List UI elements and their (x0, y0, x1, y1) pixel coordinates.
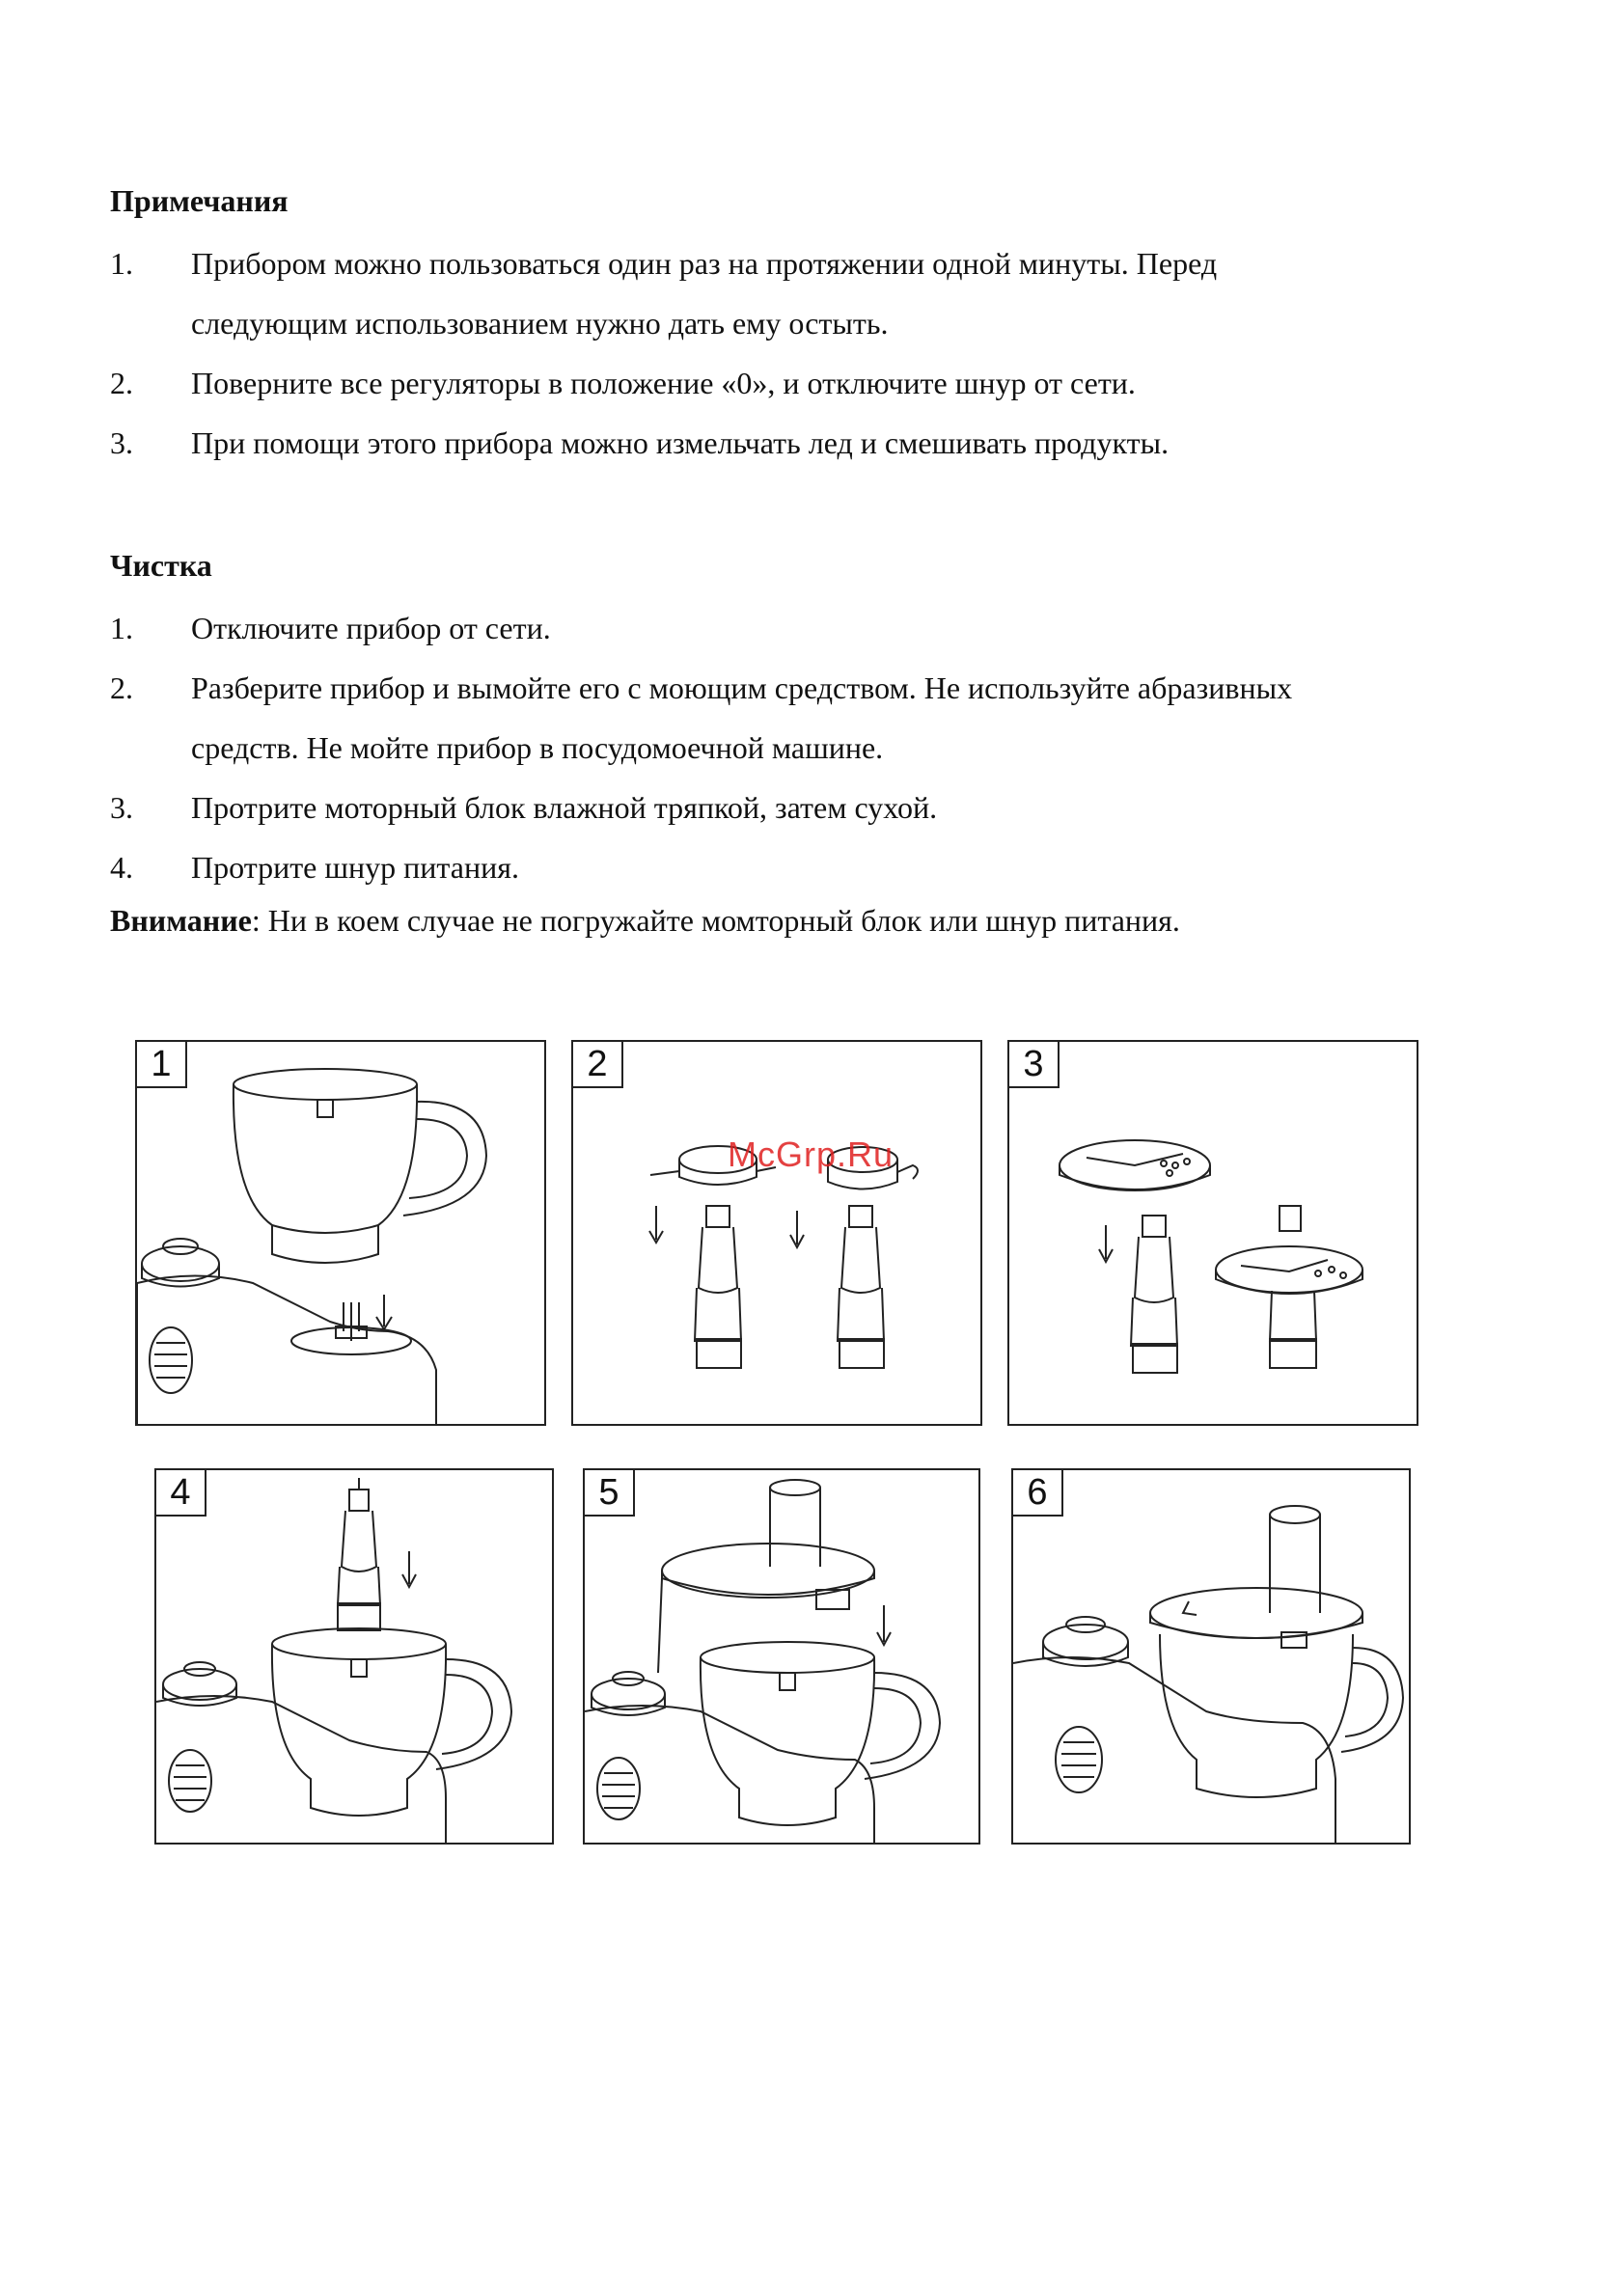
cleaning-item-1 (110, 598, 1480, 658)
figure-panel-3 (1007, 1040, 1418, 1426)
attach-lid-illustration (585, 1470, 980, 1845)
watermark: McGrp.Ru (728, 1134, 895, 1174)
warning-label: Внимание (110, 903, 252, 938)
cleaning-item-number: 2. (110, 670, 133, 705)
cleaning-item-text: Разберите прибор и вымойте его с моющим средством. Не используйте абразивных (191, 670, 1293, 705)
notes-item-text: Прибором можно пользоваться один раз на протяжении одной минуты. Перед (191, 246, 1218, 281)
assembled-processor-illustration (1013, 1470, 1411, 1845)
cleaning-item-3 (110, 778, 1480, 837)
notes-item-3 (110, 413, 1480, 473)
panel-number: 3 (1009, 1042, 1060, 1088)
notes-item-number: 1. (110, 246, 133, 281)
insert-attachment-illustration (156, 1470, 554, 1845)
panel-number: 1 (137, 1042, 187, 1088)
cleaning-item-text: Протрите шнур питания. (191, 850, 519, 885)
panel-number: 5 (585, 1470, 635, 1517)
notes-item-text-cont: следующим использованием нужно дать ему остыть. (191, 306, 889, 341)
figure-panel-4 (154, 1468, 554, 1845)
grating-disc-illustration (1009, 1042, 1418, 1426)
cleaning-item-2 (110, 658, 1480, 778)
notes-heading: Примечания (110, 183, 289, 218)
figure-panel-5 (583, 1468, 980, 1845)
notes-section (110, 181, 1480, 473)
bowl-on-base-illustration (137, 1042, 546, 1426)
cleaning-item-4 (110, 837, 1480, 897)
panel-number: 2 (573, 1042, 623, 1088)
notes-item-text: Поверните все регуляторы в положение «0», и отключите шнур от сети. (191, 366, 1136, 400)
cleaning-section (110, 546, 1480, 940)
panel-number: 6 (1013, 1470, 1063, 1517)
cleaning-heading: Чистка (110, 548, 212, 583)
warning-line (110, 901, 1480, 940)
notes-item-text: При помощи этого прибора можно измельчать лед и смешивать продукты. (191, 425, 1170, 460)
cleaning-item-number: 3. (110, 790, 133, 825)
notes-item-1 (110, 233, 1480, 353)
cleaning-item-text: Отключите прибор от сети. (191, 611, 551, 645)
figure-panel-1 (135, 1040, 546, 1426)
notes-item-number: 2. (110, 366, 133, 400)
cleaning-item-text-cont: средств. Не мойте прибор в посудомоечной машине. (191, 730, 884, 765)
blade-attachment-illustration (573, 1042, 982, 1426)
cleaning-item-number: 1. (110, 611, 133, 645)
cleaning-item-text: Протрите моторный блок влажной тряпкой, затем сухой. (191, 790, 938, 825)
warning-text: : Ни в коем случае не погружайте момторный блок или шнур питания. (251, 903, 1180, 938)
notes-item-2 (110, 353, 1480, 413)
cleaning-item-number: 4. (110, 850, 133, 885)
panel-number: 4 (156, 1470, 206, 1517)
notes-item-number: 3. (110, 425, 133, 460)
figure-panel-6 (1011, 1468, 1411, 1845)
figure-panel-2 (571, 1040, 982, 1426)
